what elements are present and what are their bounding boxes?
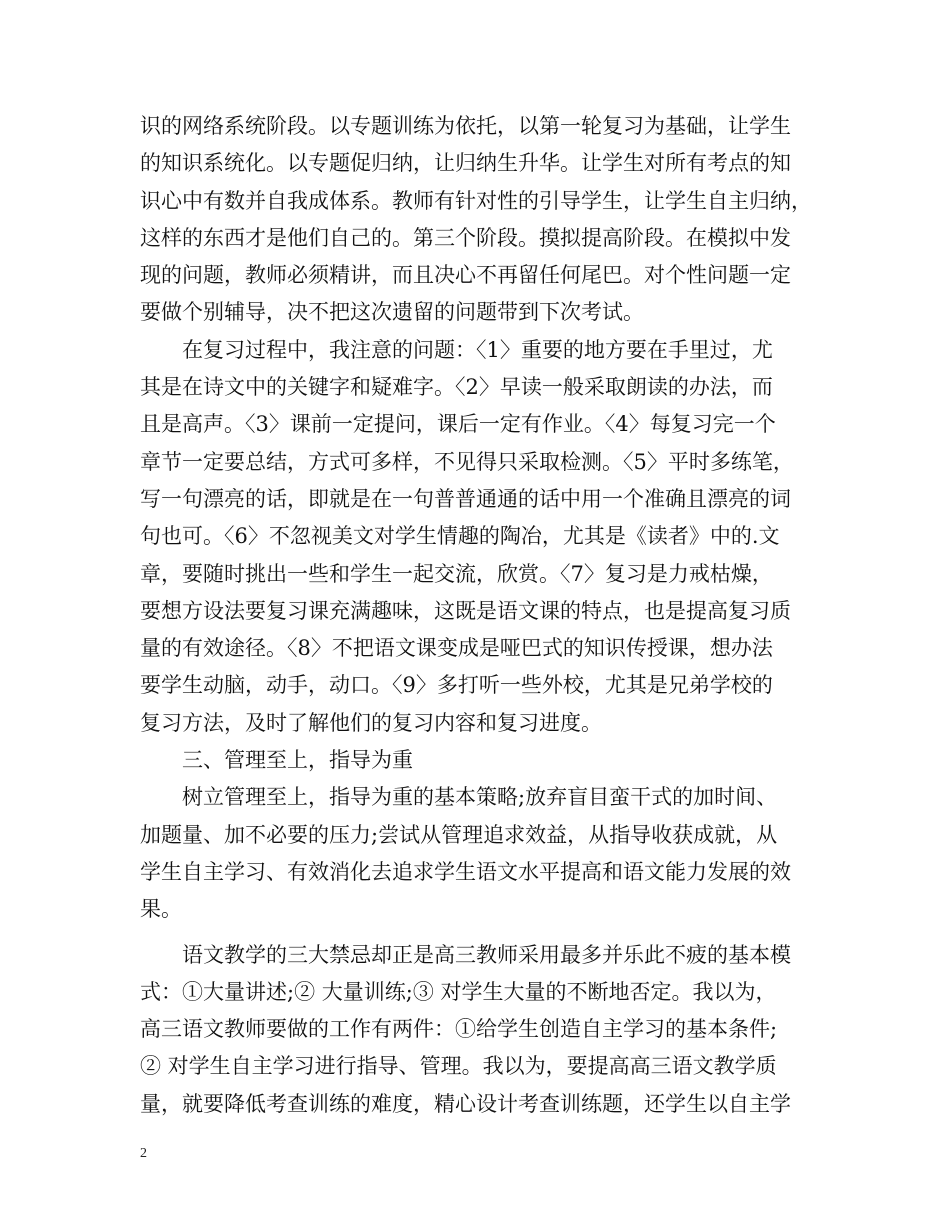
paragraph <box>140 937 812 1123</box>
paragraph <box>140 108 812 332</box>
paragraph <box>140 332 812 742</box>
text-line: 复习方法，及时了解他们的复习内容和复习进度。 <box>140 710 602 735</box>
text-line: 高三语文教师要做的工作有两件：①给学生创造自主学习的基本条件; <box>140 1017 778 1042</box>
text-line: 且是高声。〈3〉课前一定提问，课后一定有作业。〈4〉每复习完一个 <box>140 412 776 437</box>
text-line: 在复习过程中，我注意的问题：〈1〉重要的地方要在手里过，尤 <box>182 337 773 362</box>
paragraph <box>140 742 812 779</box>
text-line: 果。 <box>140 897 182 922</box>
text-line: 式：①大量讲述;② 大量训练;③ 对学生大量的不断地否定。我以为， <box>140 979 777 1004</box>
text-line: 章，要随时挑出一些和学生一起交流，欣赏。〈7〉复习是力戒枯燥， <box>140 561 773 586</box>
text-line: 要想方设法要复习课充满趣味，这既是语文课的特点，也是提高复习质 <box>140 598 791 623</box>
page-number: 2 <box>140 1146 147 1161</box>
text-line: 量的有效途径。〈8〉不把语文课变成是哑巴式的知识传授课，想办法 <box>140 636 773 661</box>
text-line: 加题量、加不必要的压力;尝试从管理追求效益，从指导收获成就，从 <box>140 822 778 847</box>
text-line: 三、管理至上，指导为重 <box>182 748 413 773</box>
text-line: 的知识系统化。以专题促归纳，让归纳生升华。让学生对所有考点的知 <box>140 151 791 176</box>
text-line: 要学生动脑，动手，动口。〈9〉多打听一些外校，尤其是兄弟学校的 <box>140 673 773 698</box>
text-line: 语文教学的三大禁忌却正是高三教师采用最多并乐此不疲的基本模 <box>182 942 791 967</box>
text-line: 写一句漂亮的话，即就是在一句普普通通的话中用一个准确且漂亮的词 <box>140 486 791 511</box>
text-line: 句也可。〈6〉不忽视美文对学生情趣的陶冶，尤其是《读者》中的.文 <box>140 524 780 549</box>
text-line: 识心中有数并自我成体系。教师有针对性的引导学生，让学生自主归纳， <box>140 188 812 213</box>
text-line: ② 对学生自主学习进行指导、管理。我以为，要提高高三语文教学质 <box>140 1054 777 1079</box>
paragraph-gap <box>140 929 812 937</box>
text-line: 要做个别辅导，决不把这次遗留的问题带到下次考试。 <box>140 300 644 325</box>
text-line: 学生自主学习、有效消化去追求学生语文水平提高和语文能力发展的效 <box>140 859 791 884</box>
text-line: 其是在诗文中的关键字和疑难字。〈2〉早读一般采取朗读的办法，而 <box>140 375 773 400</box>
paragraph <box>140 779 812 928</box>
text-line: 量，就要降低考查训练的难度，精心设计考查训练题，还学生以自主学 <box>140 1091 791 1116</box>
text-line: 现的问题，教师必须精讲，而且决心不再留任何尾巴。对个性问题一定 <box>140 263 791 288</box>
text-line: 章节一定要总结，方式可多样，不见得只采取检测。〈5〉平时多练笔， <box>140 449 794 474</box>
text-line: 识的网络系统阶段。以专题训练为依托，以第一轮复习为基础，让学生 <box>140 114 791 138</box>
document-body <box>140 108 812 1123</box>
text-line: 树立管理至上，指导为重的基本策略;放弃盲目蛮干式的加时间、 <box>182 785 778 810</box>
text-line: 这样的东西才是他们自己的。第三个阶段。摸拟提高阶段。在模拟中发 <box>140 225 791 250</box>
